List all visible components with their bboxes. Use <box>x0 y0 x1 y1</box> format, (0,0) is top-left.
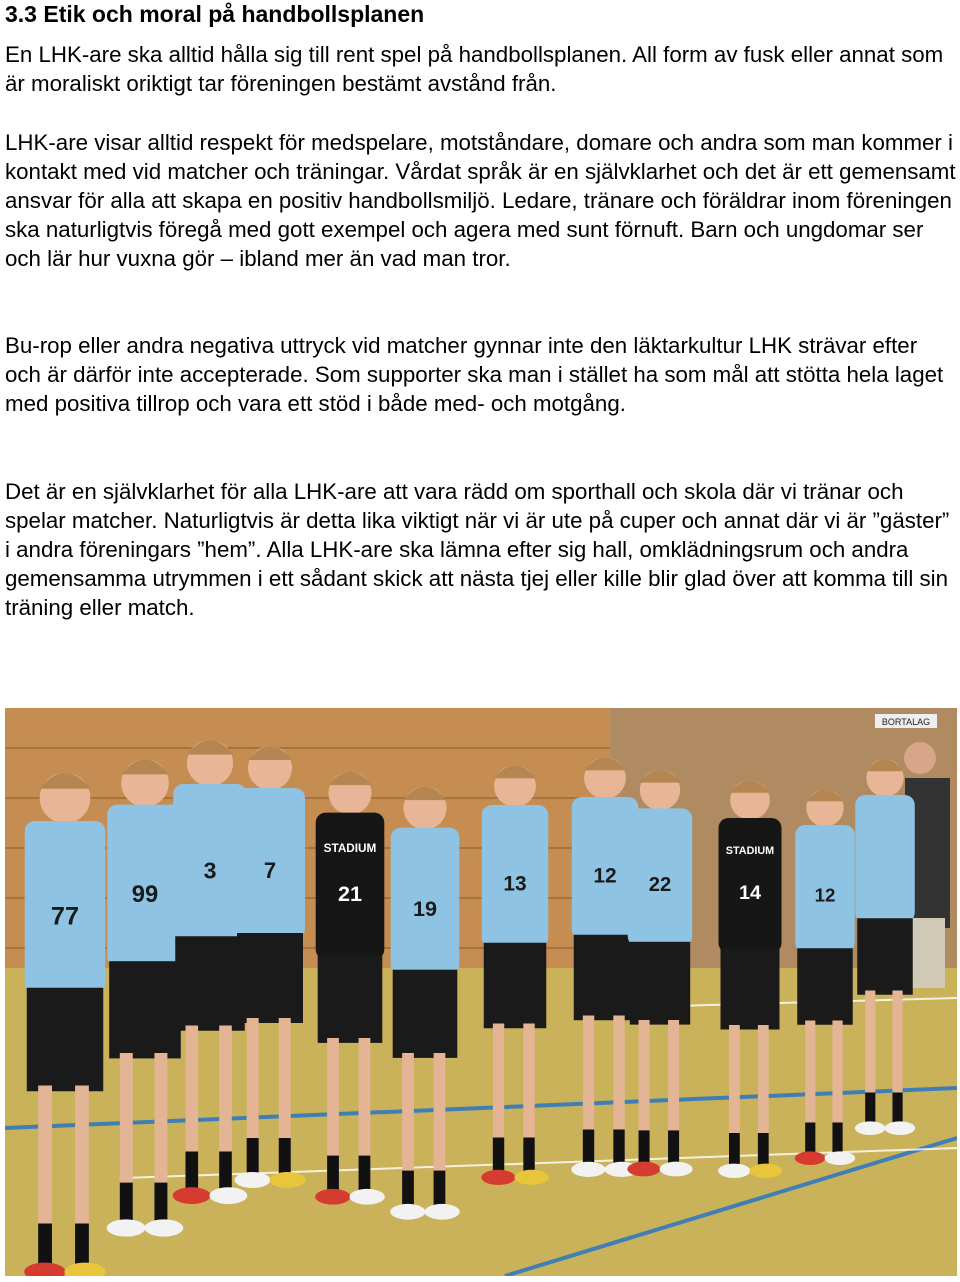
jersey-number: 14 <box>738 882 762 904</box>
jersey-number: 13 <box>503 872 527 896</box>
player-sock <box>154 1183 167 1226</box>
player-shoe <box>270 1172 306 1188</box>
player-shoe <box>795 1151 826 1165</box>
team-photo-illustration <box>5 708 957 1276</box>
player-shorts <box>318 955 383 1043</box>
player-shoe <box>235 1172 271 1188</box>
player-shoe <box>107 1219 146 1236</box>
player-sock <box>583 1130 594 1168</box>
paragraph-facilities: Det är en självklarhet för alla LHK-are att vara rädd om sporthall och skola där vi tränar och spelar matcher. Naturligtvis är detta lika viktigt när vi är ute på cuper och annat där vi är ”gäster” i andra föreningars ”hem”. Alla LHK-are ska lämna efter sig hall, omklädningsrum och andra gemensamma utrymmen i ett sådant skick att nästa tjej eller kille blir glad över att komma till sin träning eller match. <box>5 479 950 620</box>
jersey-number: 12 <box>593 864 617 888</box>
team-photo <box>5 708 957 1276</box>
player-shoe <box>209 1187 247 1204</box>
jersey-number: 21 <box>338 880 362 906</box>
player-shorts <box>237 933 303 1023</box>
player-shorts <box>721 949 780 1030</box>
shirt-print: STADIUM <box>725 845 775 857</box>
player-sock <box>523 1138 534 1176</box>
player-shoe <box>855 1121 886 1135</box>
player-shorts <box>393 970 458 1058</box>
wall-sign-text: BORTALAG <box>881 717 931 727</box>
player-shoe <box>173 1187 211 1204</box>
player-sock <box>639 1130 650 1167</box>
section-heading: 3.3 Etik och moral på handbollsplanen <box>5 1 425 27</box>
player-sock <box>758 1133 769 1169</box>
player-shorts <box>109 961 181 1058</box>
player-sock <box>892 1093 902 1127</box>
player-shoe <box>350 1189 385 1205</box>
player-shoe <box>825 1151 856 1165</box>
player-sock <box>359 1156 371 1195</box>
player-sock <box>402 1171 414 1210</box>
player-sock <box>668 1130 679 1167</box>
player-shoe <box>315 1189 350 1205</box>
player-shoe <box>750 1164 782 1178</box>
jersey-number: 99 <box>131 880 159 908</box>
jersey-number: 19 <box>413 895 437 921</box>
paragraph-supporters: Bu-rop eller andra negativa uttryck vid matcher gynnar inte den läktarkultur LHK strävar efter och är därför inte accepterade. Som supporter ska man i stället ha som mål att stötta hela laget med positiva tillrop och vara ett stöd i både med- och motgång. <box>5 333 944 416</box>
jersey-number: 12 <box>814 884 836 906</box>
jersey-number: 3 <box>203 857 217 884</box>
jersey-number: 77 <box>50 902 80 931</box>
player-sock <box>327 1156 339 1195</box>
player-sock <box>219 1152 232 1194</box>
player-shorts <box>797 948 853 1025</box>
player-sock <box>186 1152 199 1194</box>
player-shorts <box>630 942 690 1025</box>
player-shorts <box>175 936 245 1031</box>
player-shoe <box>718 1164 750 1178</box>
player-sock <box>38 1224 52 1270</box>
player-sock <box>865 1093 875 1127</box>
player-sock <box>832 1123 842 1157</box>
player-sock <box>729 1133 740 1169</box>
player-sock <box>120 1183 133 1226</box>
player-sock <box>805 1123 815 1157</box>
paragraph-respect: LHK-are visar alltid respekt för medspelare, motståndare, domare och andra som man kommer i kontakt med vid matcher och träningar. Vårdat språk är en självklarhet och det är ett gemensamt ansvar för alla att skapa en positiv handbollsmiljö. Ledare, tränare och föräldrar inom föreningen ska naturligtvis föregå med gott exempel och agera med sunt förnuft. Barn och ungdomar ser och lär hur vuxna gör – ibland mer än vad man tror. <box>5 130 956 271</box>
player-shoe <box>660 1162 693 1177</box>
player-shoe <box>425 1204 460 1220</box>
player-shoe <box>481 1170 515 1185</box>
player-shorts <box>574 935 637 1021</box>
player-shorts <box>857 918 913 995</box>
player-sock <box>75 1224 89 1270</box>
player-shoe <box>571 1162 605 1177</box>
shirt-print: STADIUM <box>323 841 377 855</box>
jersey-number: 22 <box>648 874 672 897</box>
paragraph-fair-play: En LHK-are ska alltid hålla sig till rent spel på handbollsplanen. All form av fusk eller annat som är moraliskt oriktigt tar föreningen bestämt avstånd från. <box>5 42 944 96</box>
player-shorts <box>27 988 104 1092</box>
player-sock <box>434 1171 446 1210</box>
player-shoe <box>144 1219 183 1236</box>
jersey-number: 7 <box>263 858 277 883</box>
player-shoe <box>390 1204 425 1220</box>
player-sock <box>247 1138 259 1178</box>
player-shoe <box>885 1121 916 1135</box>
player-sock <box>493 1138 504 1176</box>
player-shoe <box>627 1162 660 1177</box>
player-sock <box>279 1138 291 1178</box>
player-shorts <box>484 943 547 1029</box>
player-sock <box>613 1130 624 1168</box>
player-shoe <box>515 1170 549 1185</box>
player-jersey <box>855 795 915 923</box>
